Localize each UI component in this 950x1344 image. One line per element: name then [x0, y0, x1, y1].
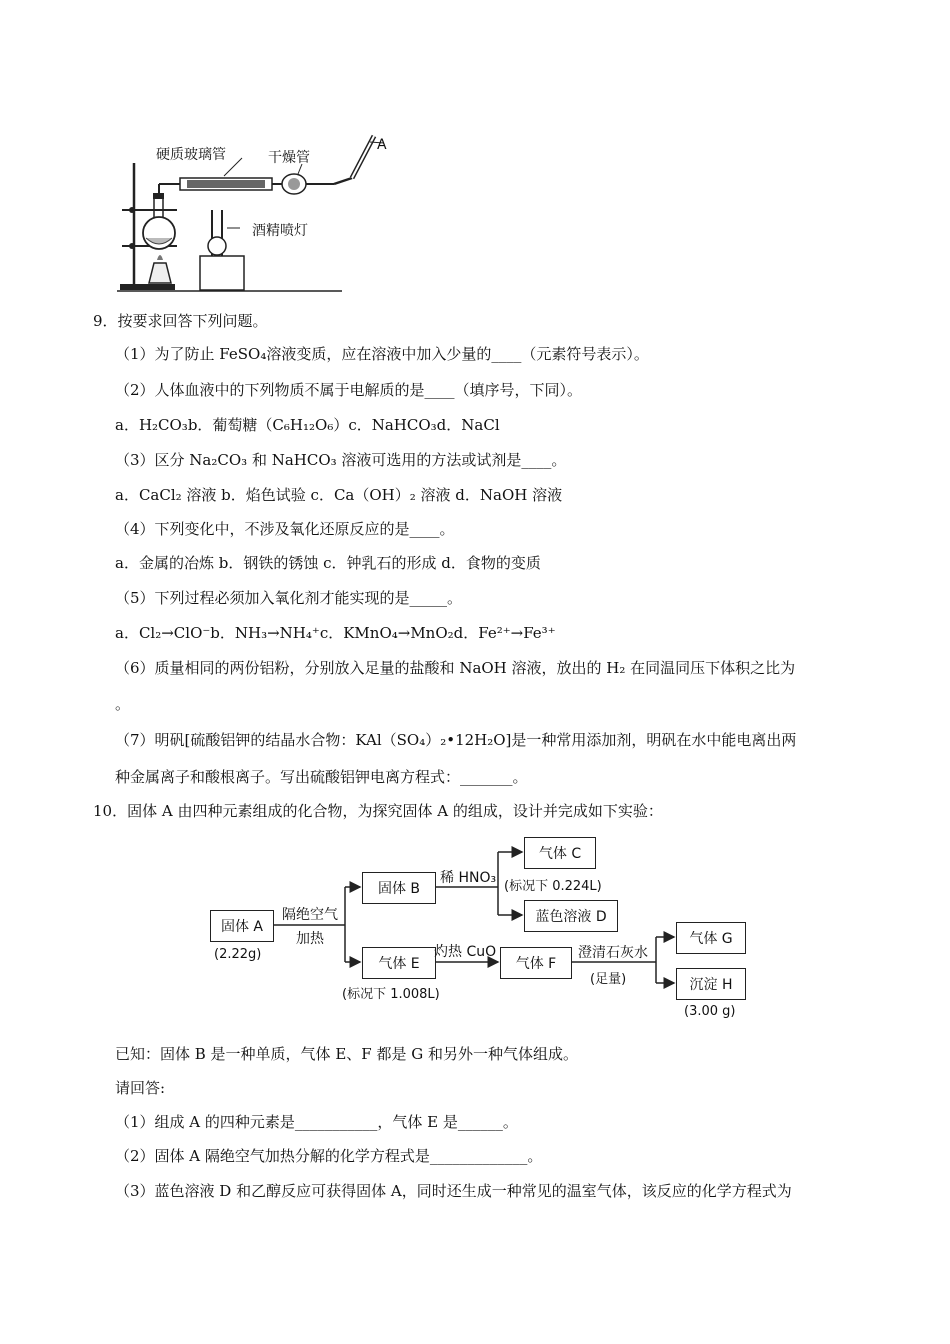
q9-part2-options: a．H₂CO₃b．葡萄糖（C₆H₁₂O₆）c．NaHCO₃d．NaCl: [115, 416, 500, 434]
q10-title: 10．固体 A 由四种元素组成的化合物，为探究固体 A 的组成，设计并完成如下实验：: [93, 802, 663, 820]
box-solid-b: 固体 B: [362, 872, 436, 904]
excess-label: (足量): [590, 972, 627, 987]
q10-answer2: （2）固体 A 隔绝空气加热分解的化学方程式是_____________。: [115, 1147, 543, 1165]
flow-diagram: [200, 830, 760, 1025]
box-gas-c: 气体 C: [524, 837, 596, 869]
volume-e: (标况下 1.008L): [342, 987, 440, 1002]
heat-cuo-label: 灼热 CuO: [434, 944, 497, 960]
step1-top: 隔绝空气: [282, 907, 338, 923]
q10-answer1: （1）组成 A 的四种元素是___________，气体 E 是______。: [115, 1113, 518, 1131]
box-gas-e: 气体 E: [362, 947, 436, 979]
q9-part5-options: a．Cl₂→ClO⁻b．NH₃→NH₄⁺c．KMnO₄→MnO₂d．Fe²⁺→Fe³⁺: [115, 624, 556, 642]
q9-part6-line2: 。: [115, 695, 131, 713]
q9-part3: （3）区分 Na₂CO₃ 和 NaHCO₃ 溶液可选用的方法或试剂是____。: [115, 451, 567, 469]
box-gas-f: 气体 F: [500, 947, 572, 979]
q9-part7-line2: 种金属离子和酸根离子。写出硫酸铝钾电离方程式：_______。: [115, 768, 528, 786]
apparatus-figure: [112, 128, 402, 298]
mass-a: (2.22g): [214, 947, 262, 962]
q10-known: 已知：固体 B 是一种单质，气体 E、F 都是 G 和另外一种气体组成。: [115, 1045, 578, 1063]
box-precipitate-h: 沉淀 H: [676, 968, 746, 1000]
mass-h: (3.00 g): [684, 1004, 736, 1019]
q9-part1: （1）为了防止 FeSO₄溶液变质，应在溶液中加入少量的____（元素符号表示）。: [115, 345, 649, 363]
q10-ask: 请回答:: [115, 1079, 166, 1097]
volume-c: (标况下 0.224L): [504, 879, 602, 894]
q9-part4: （4）下列变化中，不涉及氧化还原反应的是____。: [115, 520, 455, 538]
label-a: A: [377, 137, 387, 153]
label-spray-lamp: 酒精喷灯: [252, 223, 308, 239]
box-solid-a: 固体 A: [210, 910, 274, 942]
limewater-label: 澄清石灰水: [578, 945, 648, 961]
q9-part7-line1: （7）明矾[硫酸铝钾的结晶水合物：KAl（SO₄）₂•12H₂O]是一种常用添加剂，明矾在水中能电离出两: [115, 731, 797, 749]
acid-label: 稀 HNO₃: [440, 870, 497, 886]
label-drying-tube: 干燥管: [268, 150, 310, 166]
q9-title: 9．按要求回答下列问题。: [93, 312, 268, 330]
q9-part2: （2）人体血液中的下列物质不属于电解质的是____（填序号，下同）。: [115, 381, 583, 399]
q9-part4-options: a．金属的冶炼 b．钢铁的锈蚀 c．钟乳石的形成 d．食物的变质: [115, 554, 541, 572]
q9-part5: （5）下列过程必须加入氧化剂才能实现的是_____。: [115, 589, 463, 607]
box-gas-g: 气体 G: [676, 922, 746, 954]
label-hard-glass-tube: 硬质玻璃管: [156, 147, 226, 163]
q10-answer3: （3）蓝色溶液 D 和乙醇反应可获得固体 A，同时还生成一种常见的温室气体，该反应的化学方程式为: [115, 1182, 792, 1200]
q9-part3-options: a．CaCl₂ 溶液 b．焰色试验 c．Ca（OH）₂ 溶液 d．NaOH 溶液: [115, 486, 563, 504]
box-blue-solution-d: 蓝色溶液 D: [524, 900, 618, 932]
step1-bottom: 加热: [296, 931, 324, 947]
q9-part6-line1: （6）质量相同的两份铝粉，分别放入足量的盐酸和 NaOH 溶液，放出的 H₂ 在同温同压下体积之比为: [115, 659, 796, 677]
